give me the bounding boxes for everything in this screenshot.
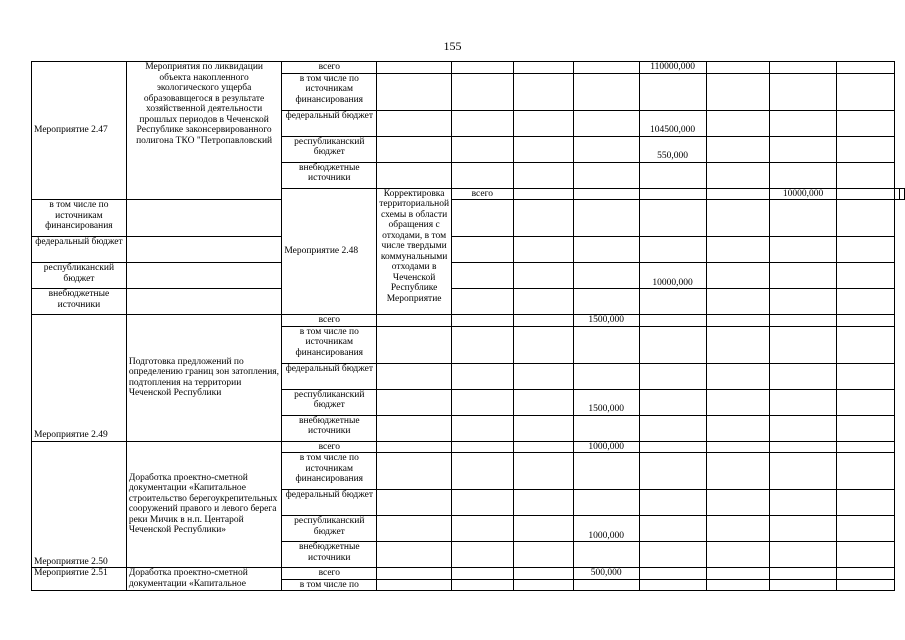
value-cell: 10000,000 xyxy=(639,263,706,289)
source-federal: федеральный бюджет xyxy=(32,237,127,263)
measure-description: Доработка проектно-сметной документации «Капитальное строительство берегоукрепительных сооружений правого и левого берега реки Мичик в н.п. Центарой Чеченской Республики» xyxy=(126,441,282,568)
value-cell: 500,000 xyxy=(573,568,639,580)
source-extra: внебюджетные источники xyxy=(282,415,377,441)
source-federal: федеральный бюджет xyxy=(282,110,377,136)
value-cell: 550,000 xyxy=(639,136,706,162)
value-cell: 110000,000 xyxy=(639,62,706,74)
measure-name: Мероприятие 2.51 xyxy=(32,568,127,591)
table-row xyxy=(32,315,905,327)
source-extra: внебюджетные источники xyxy=(32,289,127,315)
source-republic: республиканский бюджет xyxy=(282,136,377,162)
source-republic: республиканский бюджет xyxy=(282,389,377,415)
source-including: в том числе по источникам финансирования xyxy=(282,453,377,490)
table-row xyxy=(32,441,905,453)
value-cell: 104500,000 xyxy=(639,110,706,136)
source-republic: республиканский бюджет xyxy=(32,263,127,289)
source-total: всего xyxy=(282,62,377,74)
measure-description: Подготовка предложений по определению границ зон затопления, подтопления на территории Чеченской Республики xyxy=(126,315,282,442)
measure-description: Корректировка территориальной схемы в области обращения с отходами, в том числе твердыми коммунальными отходами в Чеченской Республике Мероприятие xyxy=(377,188,452,315)
source-including: в том числе по источникам финансирования xyxy=(32,200,127,237)
source-federal: федеральный бюджет xyxy=(282,490,377,516)
source-including: в том числе по источникам финансирования xyxy=(282,326,377,363)
table-row xyxy=(32,263,905,289)
source-total: всего xyxy=(452,188,513,200)
measure-description: Мероприятия по ликвидации объекта накопленного экологического ущерба образовавщегося в результате хозяйственной деятельности прошлых периодов в Чеченской Республике законсервированного полигона ТКО "Петропавловский xyxy=(126,62,282,200)
measure-name: Мероприятие 2.49 xyxy=(32,315,127,442)
measure-description: Доработка проектно-сметной документации «Капитальное xyxy=(126,568,282,591)
table-row xyxy=(32,62,905,74)
source-federal: федеральный бюджет xyxy=(282,363,377,389)
value-cell: 10000,000 xyxy=(770,188,836,200)
source-including-partial: в том числе по xyxy=(282,579,377,591)
source-total: всего xyxy=(282,568,377,580)
source-including: в том числе по источникам финансирования xyxy=(282,73,377,110)
measure-name: Мероприятие 2.47 xyxy=(32,62,127,200)
page-number: 155 xyxy=(443,39,462,53)
measure-name: Мероприятие 2.50 xyxy=(32,441,127,568)
value-cell: 1500,000 xyxy=(573,389,639,415)
source-republic: республиканский бюджет xyxy=(282,516,377,542)
value-cell: 1000,000 xyxy=(573,516,639,542)
table-row xyxy=(32,200,905,237)
source-extra: внебюджетные источники xyxy=(282,542,377,568)
source-total: всего xyxy=(282,315,377,327)
measure-name: Мероприятие 2.48 xyxy=(282,188,377,315)
value-cell: 1500,000 xyxy=(573,315,639,327)
source-total: всего xyxy=(282,441,377,453)
budget-table xyxy=(31,61,905,591)
value-cell: 1000,000 xyxy=(573,441,639,453)
table-row xyxy=(32,289,905,315)
source-extra: внебюджетные источники xyxy=(282,162,377,188)
table-row xyxy=(32,568,905,580)
table-row xyxy=(32,237,905,263)
